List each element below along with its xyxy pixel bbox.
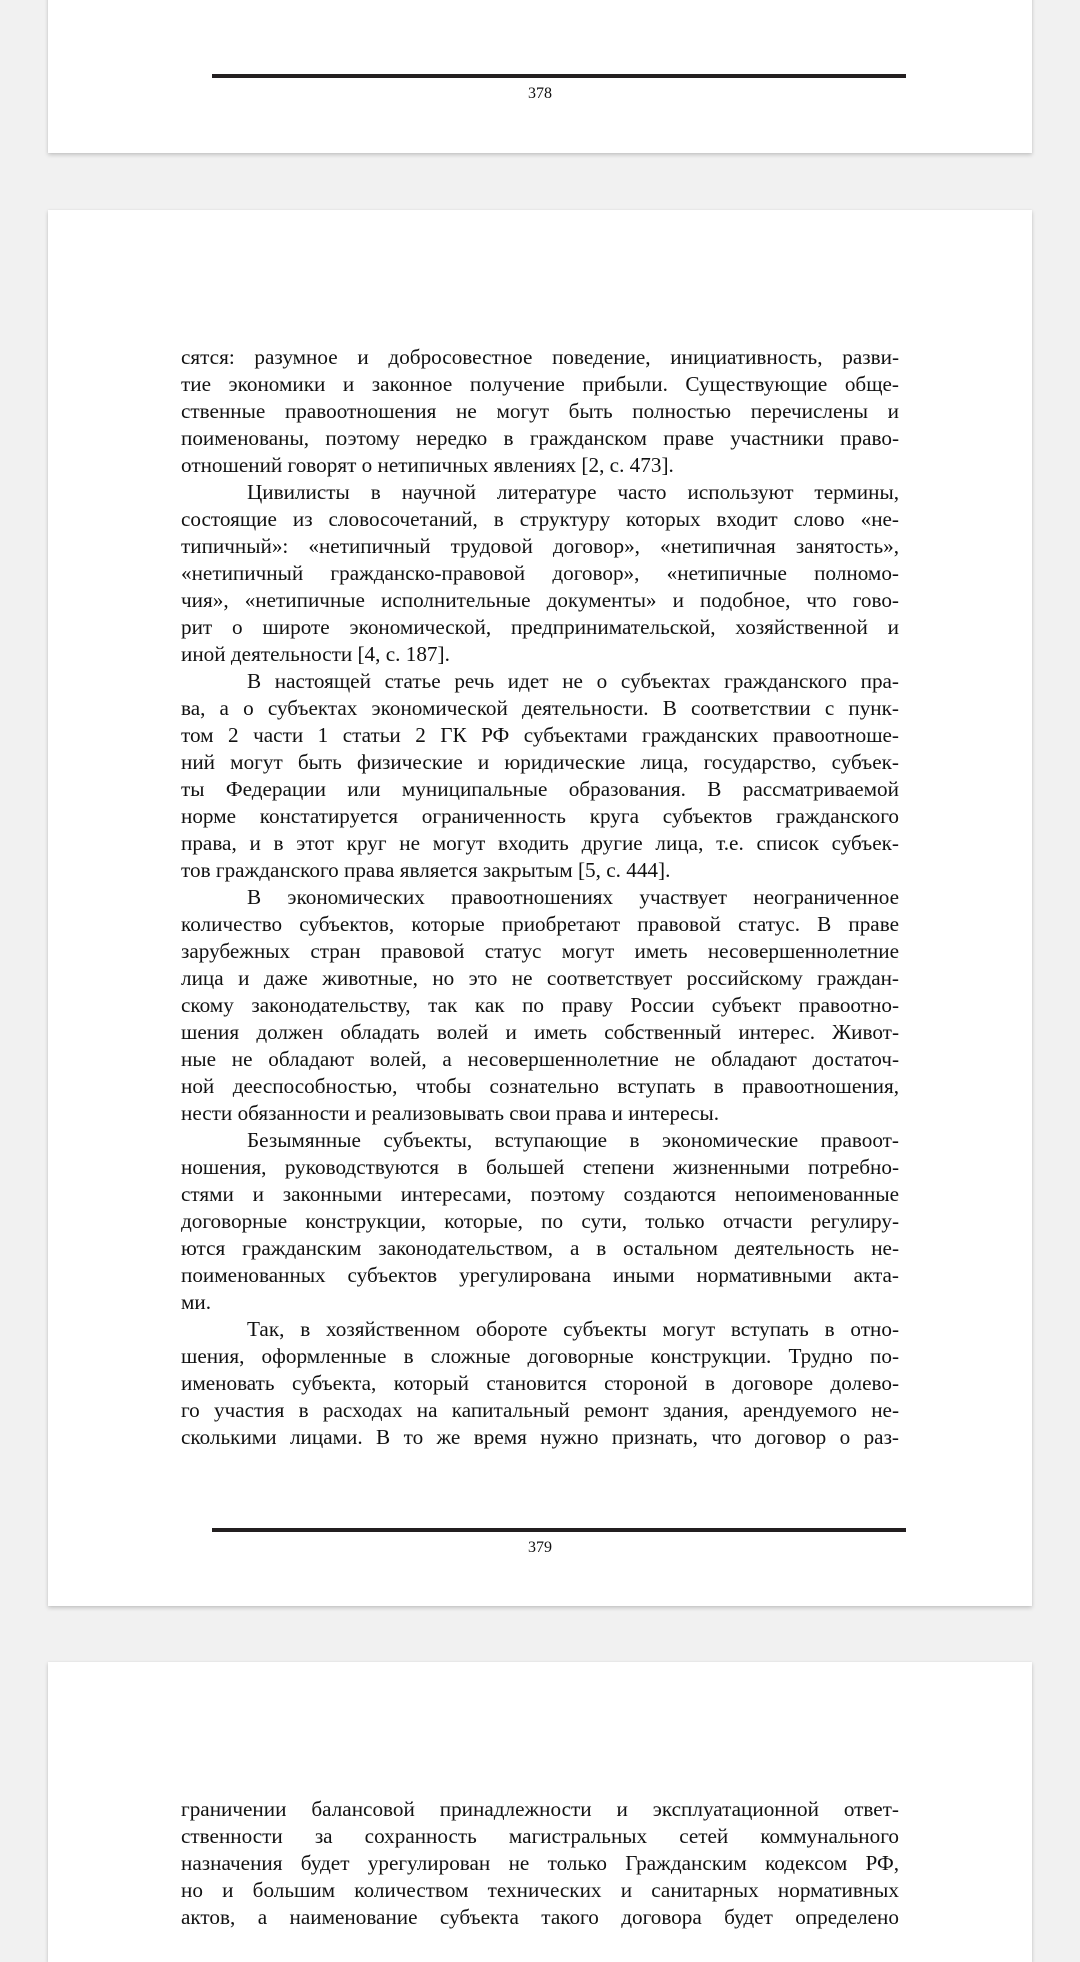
text-line: норме констатируется ограниченность круга субъектов гражданского — [181, 804, 899, 828]
document-page — [48, 210, 1032, 1606]
text-line: граничении балансовой принадлежности и эксплуатационной ответ- — [181, 1797, 899, 1821]
page-body-text — [181, 344, 899, 1451]
text-line: том 2 части 1 статьи 2 ГК РФ субъектами гражданских правоотноше- — [181, 723, 899, 747]
text-line: назначения будет урегулирован не только Гражданским кодексом РФ, — [181, 1851, 899, 1875]
text-line: сятся: разумное и добросовестное поведение, инициативность, разви- — [181, 345, 899, 369]
text-line: ются гражданским законодательством, а в остальном деятельность не- — [181, 1236, 899, 1260]
paragraph — [181, 344, 899, 479]
text-line: иной деятельности [4, с. 187]. — [181, 642, 450, 666]
paragraph — [181, 1796, 899, 1931]
text-line: ношения, руководствуются в большей степени жизненными потребно- — [181, 1155, 899, 1179]
text-line: ственности за сохранность магистральных сетей коммунального — [181, 1824, 899, 1848]
text-line: отношений говорят о нетипичных явлениях [2, с. 473]. — [181, 453, 674, 477]
text-line: ственные правоотношения не могут быть полностью перечислены и — [181, 399, 899, 423]
text-line: ва, а о субъектах экономической деятельности. В соответствии с пунк- — [181, 696, 899, 720]
text-line: поименованы, поэтому нередко в гражданском праве участники право- — [181, 426, 899, 450]
text-line: В настоящей статье речь идет не о субъектах гражданского пра- — [247, 669, 899, 693]
paragraph — [181, 1316, 899, 1451]
text-line: ми. — [181, 1290, 212, 1314]
text-line: В экономических правоотношениях участвует неограниченное — [247, 885, 899, 909]
text-line: зарубежных стран правовой статус могут иметь несовершеннолетние — [181, 939, 899, 963]
footer-rule — [212, 1528, 906, 1532]
text-line: договорные конструкции, которые, по сути, только отчасти регулиру- — [181, 1209, 899, 1233]
text-line: сколькими лицами. В то же время нужно признать, что договор о раз- — [181, 1425, 899, 1449]
page-number: 379 — [528, 1539, 552, 1556]
text-line: тов гражданского права является закрытым [5, с. 444]. — [181, 858, 671, 882]
text-line: ний могут быть физические и юридические лица, государство, субъек- — [181, 750, 899, 774]
text-line: Так, в хозяйственном обороте субъекты могут вступать в отно- — [247, 1317, 899, 1341]
text-line: количество субъектов, которые приобретают правовой статус. В праве — [181, 912, 899, 936]
text-line: ты Федерации или муниципальные образования. В рассматриваемой — [181, 777, 899, 801]
paragraph — [181, 884, 899, 1127]
text-line: ные не обладают волей, а несовершеннолетние не обладают достаточ- — [181, 1047, 899, 1071]
document-page — [48, 1662, 1032, 1962]
text-line: актов, а наименование субъекта такого договора будет определено — [181, 1905, 899, 1929]
text-line: типичный»: «нетипичный трудовой договор», «нетипичная занятость», — [181, 534, 899, 558]
text-line: но и большим количеством технических и санитарных нормативных — [181, 1878, 899, 1902]
text-line: го участия в расходах на капитальный ремонт здания, арендуемого не- — [181, 1398, 899, 1422]
text-line: нести обязанности и реализовывать свои права и интересы. — [181, 1101, 719, 1125]
paragraph — [181, 479, 899, 668]
text-line: лица и даже животные, но это не соответствует российскому граждан- — [181, 966, 899, 990]
page-body-text — [181, 1796, 899, 1931]
text-line: рит о широте экономической, предпринимательской, хозяйственной и — [181, 615, 899, 639]
text-line: права, и в этот круг не могут входить другие лица, т.е. список субъек- — [181, 831, 899, 855]
text-line: Цивилисты в научной литературе часто используют термины, — [247, 480, 899, 504]
text-line: «нетипичный гражданско-правовой договор», «нетипичные полномо- — [181, 561, 899, 585]
document-page — [48, 0, 1032, 153]
text-line: чия», «нетипичные исполнительные документы» и подобное, что гово- — [181, 588, 899, 612]
text-line: шения должен обладать волей и иметь собственный интерес. Живот- — [181, 1020, 899, 1044]
text-line: стями и законными интересами, поэтому создаются непоименованные — [181, 1182, 899, 1206]
page-number: 378 — [528, 85, 552, 102]
text-line: Безымянные субъекты, вступающие в экономические правоот- — [247, 1128, 899, 1152]
paragraph — [181, 668, 899, 884]
text-line: состоящие из словосочетаний, в структуру которых входит слово «не- — [181, 507, 899, 531]
paragraph — [181, 1127, 899, 1316]
text-line: шения, оформленные в сложные договорные конструкции. Трудно по- — [181, 1344, 899, 1368]
text-line: тие экономики и законное получение прибыли. Существующие обще- — [181, 372, 899, 396]
text-line: поименованных субъектов урегулирована иными нормативными акта- — [181, 1263, 899, 1287]
text-line: скому законодательству, так как по праву России субъект правоотно- — [181, 993, 899, 1017]
text-line: именовать субъекта, который становится стороной в договоре долево- — [181, 1371, 899, 1395]
text-line: ной дееспособностью, чтобы сознательно вступать в правоотношения, — [181, 1074, 899, 1098]
footer-rule — [212, 74, 906, 78]
